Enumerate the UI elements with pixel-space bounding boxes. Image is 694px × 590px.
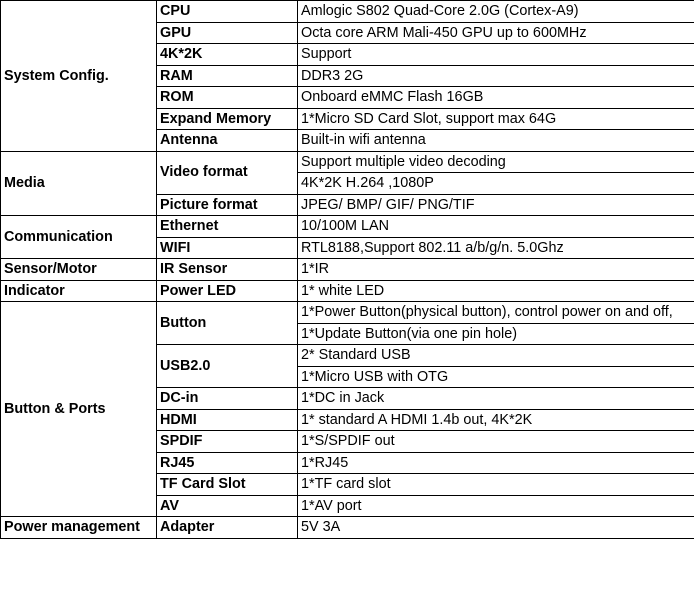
spec-value-cell: 1*Micro SD Card Slot, support max 64G	[298, 108, 694, 130]
category-cell: Communication	[1, 216, 157, 259]
spec-value-cell: 1*TF card slot	[298, 474, 694, 496]
spec-value-cell: 1* white LED	[298, 280, 694, 302]
spec-key-cell: TF Card Slot	[157, 474, 298, 496]
spec-value-cell: RTL8188,Support 802.11 a/b/g/n. 5.0Ghz	[298, 237, 694, 259]
spec-key-cell: Picture format	[157, 194, 298, 216]
spec-value-cell: JPEG/ BMP/ GIF/ PNG/TIF	[298, 194, 694, 216]
spec-key-cell: SPDIF	[157, 431, 298, 453]
spec-value-cell: 1*AV port	[298, 495, 694, 517]
spec-key-cell: RAM	[157, 65, 298, 87]
spec-value-cell: Support	[298, 44, 694, 66]
spec-value-cell: 1*RJ45	[298, 452, 694, 474]
spec-value-cell: 10/100M LAN	[298, 216, 694, 238]
spec-key-cell: GPU	[157, 22, 298, 44]
spec-value-cell: 1*Micro USB with OTG	[298, 366, 694, 388]
spec-key-cell: Expand Memory	[157, 108, 298, 130]
table-row	[1, 216, 694, 238]
spec-value-cell: Built-in wifi antenna	[298, 130, 694, 152]
spec-key-cell: WIFI	[157, 237, 298, 259]
table-row	[1, 259, 694, 281]
category-cell: Sensor/Motor	[1, 259, 157, 281]
spec-value-cell: Onboard eMMC Flash 16GB	[298, 87, 694, 109]
category-cell: Button & Ports	[1, 302, 157, 517]
table-row	[1, 280, 694, 302]
table-row	[1, 302, 694, 324]
spec-key-cell: HDMI	[157, 409, 298, 431]
spec-key-cell: IR Sensor	[157, 259, 298, 281]
table-row	[1, 1, 694, 23]
spec-key-cell: Video format	[157, 151, 298, 194]
spec-value-cell: 1*DC in Jack	[298, 388, 694, 410]
spec-value-cell: Support multiple video decoding	[298, 151, 694, 173]
category-cell: Power management	[1, 517, 157, 539]
spec-key-cell: USB2.0	[157, 345, 298, 388]
spec-key-cell: Power LED	[157, 280, 298, 302]
spec-value-cell: 1*Update Button(via one pin hole)	[298, 323, 694, 345]
spec-key-cell: AV	[157, 495, 298, 517]
spec-value-cell: 2* Standard USB	[298, 345, 694, 367]
category-cell: Indicator	[1, 280, 157, 302]
spec-value-cell: Octa core ARM Mali-450 GPU up to 600MHz	[298, 22, 694, 44]
spec-key-cell: RJ45	[157, 452, 298, 474]
spec-key-cell: CPU	[157, 1, 298, 23]
spec-key-cell: DC-in	[157, 388, 298, 410]
spec-value-cell: 5V 3A	[298, 517, 694, 539]
spec-table-body	[1, 1, 694, 539]
spec-value-cell: 1*Power Button(physical button), control power on and off,	[298, 302, 694, 324]
spec-value-cell: 4K*2K H.264 ,1080P	[298, 173, 694, 195]
category-cell: System Config.	[1, 1, 157, 152]
category-cell: Media	[1, 151, 157, 216]
spec-value-cell: 1* standard A HDMI 1.4b out, 4K*2K	[298, 409, 694, 431]
spec-key-cell: Button	[157, 302, 298, 345]
spec-value-cell: 1*S/SPDIF out	[298, 431, 694, 453]
spec-key-cell: ROM	[157, 87, 298, 109]
spec-key-cell: Ethernet	[157, 216, 298, 238]
table-row	[1, 151, 694, 173]
spec-key-cell: 4K*2K	[157, 44, 298, 66]
spec-value-cell: 1*IR	[298, 259, 694, 281]
spec-value-cell: DDR3 2G	[298, 65, 694, 87]
table-row	[1, 517, 694, 539]
spec-value-cell: Amlogic S802 Quad-Core 2.0G (Cortex-A9)	[298, 1, 694, 23]
spec-key-cell: Antenna	[157, 130, 298, 152]
spec-key-cell: Adapter	[157, 517, 298, 539]
